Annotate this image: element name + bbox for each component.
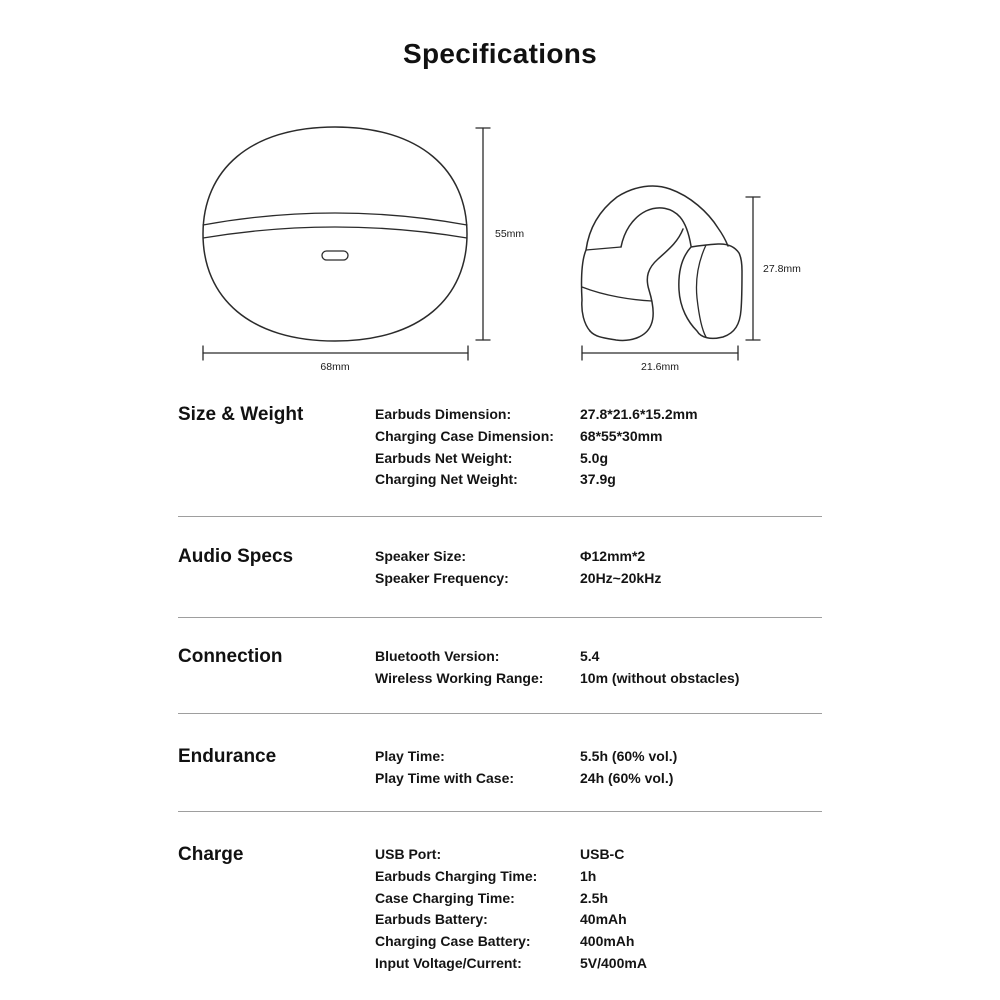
section-title: Charge <box>178 843 244 865</box>
spec-row <box>375 426 822 448</box>
earbud-height-label: 27.8mm <box>763 263 801 275</box>
spec-row <box>375 404 822 426</box>
earbud-width-dimension <box>582 346 738 373</box>
spec-label: Earbuds Battery: <box>375 911 488 928</box>
section-rows <box>375 546 822 590</box>
spec-value: 37.9g <box>580 471 616 488</box>
spec-row <box>375 469 822 491</box>
page-title: Specifications <box>402 38 598 69</box>
spec-row <box>375 866 822 888</box>
product-diagram <box>0 0 1000 390</box>
spec-label: Charging Case Dimension: <box>375 427 554 444</box>
case-width-dimension <box>203 346 468 373</box>
case-button <box>322 251 348 260</box>
section-title: Audio Specs <box>178 546 294 568</box>
spec-label: Play Time: <box>375 748 445 765</box>
spec-row <box>375 668 822 690</box>
spec-row <box>375 568 822 590</box>
spec-value: Φ12mm*2 <box>580 548 646 565</box>
spec-value: 40mAh <box>580 911 627 928</box>
spec-label: Play Time with Case: <box>375 770 515 787</box>
section-rows <box>375 404 822 491</box>
case-width-label: 68mm <box>320 361 350 373</box>
spec-row <box>375 768 822 790</box>
spec-section <box>178 618 822 715</box>
spec-label: Earbuds Dimension: <box>375 406 512 422</box>
earbud-drawing <box>581 186 742 340</box>
spec-section <box>178 400 822 517</box>
spec-label: Earbuds Charging Time: <box>375 867 538 884</box>
case-height-dimension <box>476 128 524 340</box>
spec-label: Charging Case Battery: <box>375 933 531 950</box>
earbud-height-dimension <box>746 197 801 340</box>
spec-value: 5V/400mA <box>580 954 647 971</box>
spec-value: 27.8*21.6*15.2mm <box>580 406 698 422</box>
spec-row <box>375 953 822 975</box>
section-title: Size & Weight <box>178 404 304 425</box>
section-title: Connection <box>178 645 283 667</box>
spec-label: Charging Net Weight: <box>375 471 518 488</box>
spec-row <box>375 448 822 470</box>
spec-section <box>178 517 822 618</box>
spec-table <box>178 400 822 975</box>
spec-value: 5.0g <box>580 449 609 466</box>
case-height-label: 55mm <box>495 228 525 240</box>
spec-label: Earbuds Net Weight: <box>375 449 513 466</box>
spec-row <box>375 888 822 910</box>
spec-label: Speaker Frequency: <box>375 569 509 586</box>
spec-label: Input Voltage/Current: <box>375 954 522 971</box>
charging-case-drawing <box>203 127 467 341</box>
spec-value: 5.5h (60% vol.) <box>580 748 678 765</box>
spec-value: 68*55*30mm <box>580 427 663 444</box>
spec-value: 400mAh <box>580 933 635 950</box>
spec-label: USB Port: <box>375 845 442 862</box>
spec-row <box>375 909 822 931</box>
spec-value: 5.4 <box>580 647 600 664</box>
spec-value: 24h (60% vol.) <box>580 770 674 787</box>
spec-value: 1h <box>580 867 597 884</box>
spec-label: Wireless Working Range: <box>375 669 544 686</box>
section-rows <box>375 646 822 690</box>
spec-label: Bluetooth Version: <box>375 647 500 664</box>
spec-value: USB-C <box>580 845 625 862</box>
spec-row <box>375 931 822 953</box>
spec-section <box>178 714 822 812</box>
spec-row <box>375 746 822 768</box>
spec-value: 10m (without obstacles) <box>580 669 740 686</box>
section-title: Endurance <box>178 746 277 768</box>
section-rows <box>375 746 822 790</box>
spec-value: 20Hz~20kHz <box>580 569 662 586</box>
spec-label: Speaker Size: <box>375 548 467 565</box>
spec-label: Case Charging Time: <box>375 889 515 906</box>
section-rows <box>375 844 822 975</box>
earbud-width-label: 21.6mm <box>641 361 679 373</box>
spec-section <box>178 812 822 975</box>
spec-value: 2.5h <box>580 889 609 906</box>
spec-row <box>375 646 822 668</box>
spec-row <box>375 844 822 866</box>
spec-row <box>375 546 822 568</box>
